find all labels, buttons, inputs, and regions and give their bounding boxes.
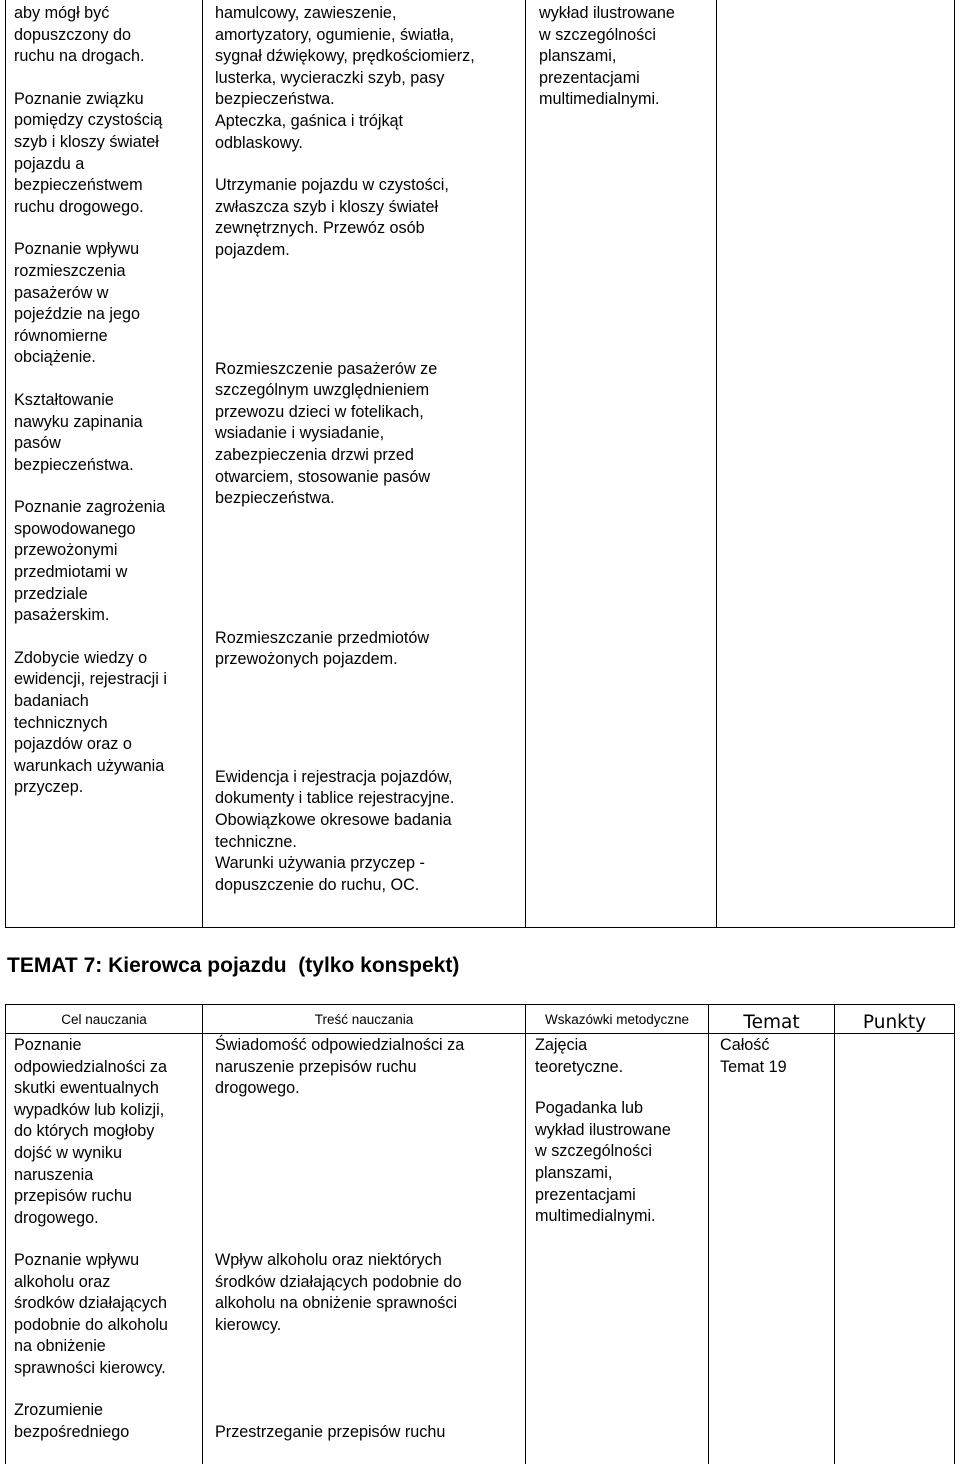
goal-text: Poznanie zagrożenia spowodowanego przewożonymi przedmiotami w przedziale pasażerskim. [14,498,166,625]
header-row-divider [6,1033,954,1034]
top-table [5,0,955,928]
top-methodology-cell [539,3,715,111]
row1-goal-cell [14,1035,200,1229]
header-wskazowki: Wskazówki metodyczne [544,1011,690,1027]
row3-content-cell [215,1422,521,1444]
goal-text: Poznanie związku pomiędzy czystością szyb i kloszy świateł pojazdu a bezpieczeństwem ruchu drogowego. [14,89,163,216]
content-text: hamulcowy, zawieszenie, amortyzatory, ogumienie, światła, sygnał dźwiękowy, prędkościomierz, lusterka, wycieraczki szyb, pasy bezpieczeństwa. Apteczka, gaśnica i trójkąt odblaskowy. [215,4,475,152]
row1-methodology-cell [535,1035,707,1228]
content-text: Ewidencja i rejestracja pojazdów, dokumenty i tablice rejestracyjne. Obowiązkowe okresowe badania techniczne. Warunki używania przyczep - dopuszczenie do ruchu, OC. [215,767,455,894]
content-text: Świadomość odpowiedzialności za naruszenie przepisów ruchu drogowego. [215,1036,465,1098]
content-text: Przestrzeganie przepisów ruchu [215,1423,446,1441]
methodology-text: wykład ilustrowane w szczególności planszami, prezentacjami multimedialnymi. [539,4,675,109]
section-heading: TEMAT 7: Kierowca pojazdu (tylko konspekt) [7,954,460,977]
goal-text: Poznanie odpowiedzialności za skutki ewentualnych wypadków lub kolizji, do których mogłoby dojść w wyniku naruszenia przepisów ruchu drogowego. [14,1036,167,1227]
header-tresc: Treść nauczania [314,1011,414,1027]
goal-text: Kształtowanie nawyku zapinania pasów bezpieczeństwa. [14,390,143,474]
topic-text: Całość Temat 19 [720,1036,787,1076]
column-divider [202,1005,203,1464]
column-divider [525,0,526,927]
header-temat: Temat [743,1012,800,1033]
row2-goal-cell [14,1250,200,1380]
row1-topic-cell [720,1035,832,1078]
methodology-text: Zajęcia teoretyczne. [535,1036,624,1076]
column-divider [708,1005,709,1464]
goal-text: Poznanie wpływu rozmieszczenia pasażerów w pojeździe na jego równomierne obciążenie. [14,240,140,367]
content-text: Utrzymanie pojazdu w czystości, zwłaszcza szyb i kloszy świateł zewnętrznych. Przewóz osób pojazdem. [215,176,449,259]
goal-text: Zdobycie wiedzy o ewidencji, rejestracji i badaniach technicznych pojazdów oraz o warunkach używania przyczep. [14,648,167,797]
content-text: Rozmieszczanie przedmiotów przewożonych pojazdem. [215,628,430,669]
column-divider [834,1005,835,1464]
header-punkty: Punkty [862,1012,927,1033]
bottom-table [5,1004,955,1464]
top-content-cell [215,3,521,896]
goal-text: aby mógł być dopuszczony do ruchu na drogach. [14,4,145,66]
column-divider [202,0,203,927]
row1-content-cell [215,1035,521,1100]
methodology-text: Pogadanka lub wykład ilustrowane w szczególności planszami, prezentacjami multimedialnymi. [535,1099,671,1226]
content-text: Wpływ alkoholu oraz niektórych środków działających podobnie do alkoholu na obniżenie sprawności kierowcy. [215,1251,462,1334]
row3-goal-cell [14,1400,200,1443]
column-divider [525,1005,526,1464]
top-goals-cell [14,3,200,799]
goal-text: Poznanie wpływu alkoholu oraz środków działających podobnie do alkoholu na obniżenie sprawności kierowcy. [14,1251,168,1377]
header-cel: Cel nauczania [61,1011,147,1027]
content-text: Rozmieszczenie pasażerów ze szczególnym uwzględnieniem przewozu dzieci w fotelikach, wsiadanie i wysiadanie, zabezpieczenia drzwi przed otwarciem, stosowanie pasów bezpieczeństwa. [215,359,438,508]
row2-content-cell [215,1250,521,1336]
column-divider [716,0,717,927]
goal-text: Zrozumienie bezpośredniego [14,1401,130,1441]
